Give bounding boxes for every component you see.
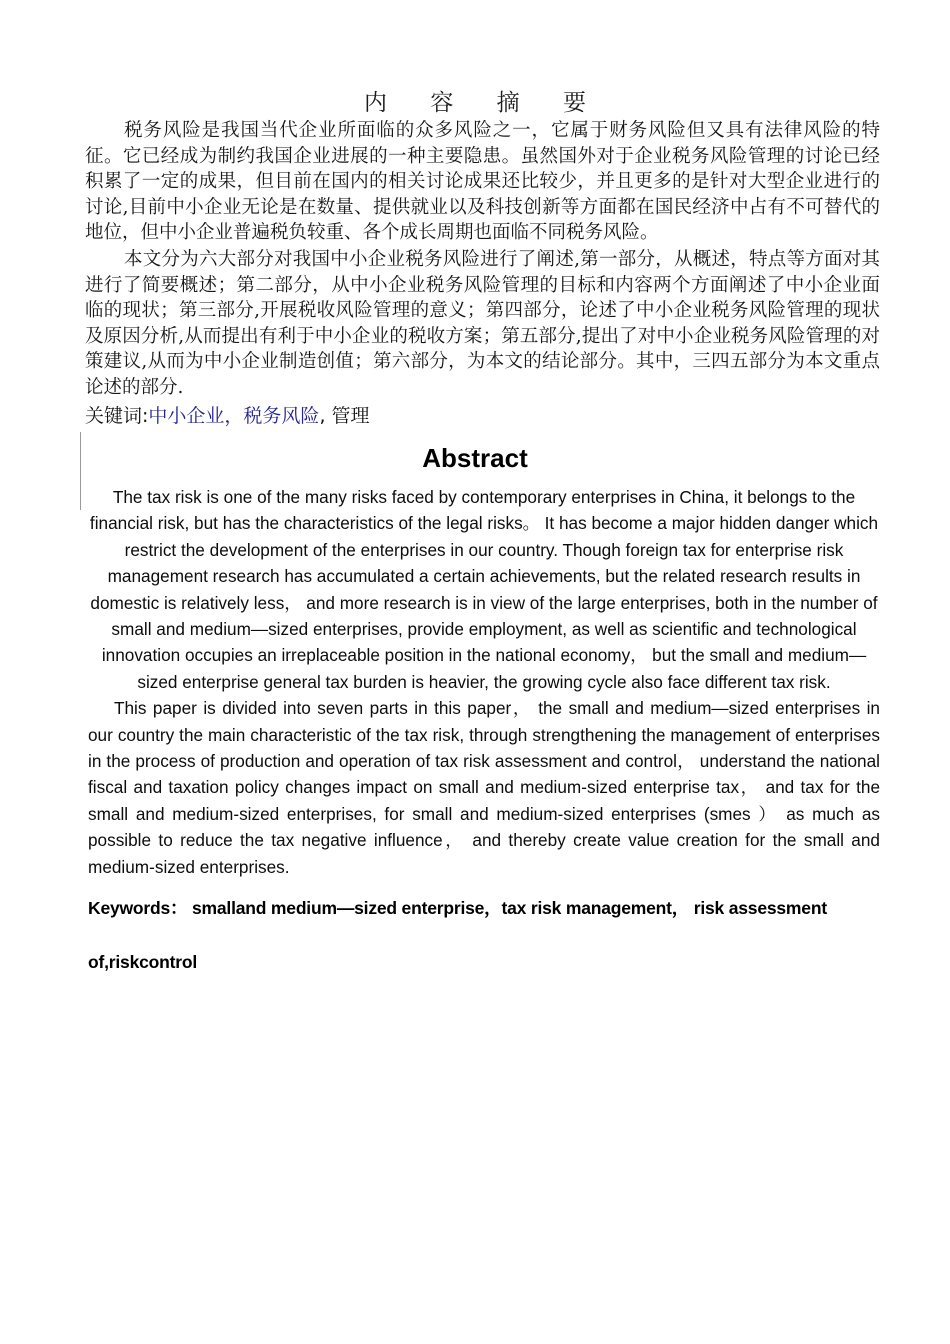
english-abstract-body [88,484,880,880]
chinese-abstract-heading: 内 容 摘 要 [364,90,604,116]
english-paragraph-justified: This paper is divided into seven parts in this paper， the small and medium—sized enterprises in our country the main characteristic of the tax risk, through strengthening the management of enterprises in the process of production and operation of tax risk assessment and control， understand the national fiscal and taxation policy changes impact on small and medium-sized enterprise tax， and tax for the small and medium-sized enterprises, for small and medium-sized enterprises (smes ） as much as possible to reduce the tax negative influence， and thereby create value creation for the small and medium-sized enterprises. [88,698,880,877]
chinese-keywords-line [85,403,880,430]
english-paragraph-centered: The tax risk is one of the many risks faced by contemporary enterprises in China, it belongs to the financial risk, but has the characteristics of the legal risks。 It has become a major hidden danger which restrict the development of the enterprises in our country. Though foreign tax for enterprise risk management research has accumulated a certain achievements, but the related research results in domestic is relatively less， and more research is in view of the large enterprises, both in the number of small and medium—sized enterprises, provide employment, as well as scientific and technological innovation occupies an irreplaceable position in the national economy， but the small and medium—sized enterprise general tax burden is heavier, the growing cycle also face different tax risk. [89,487,879,692]
english-keywords-tail: of,riskcontrol [88,952,198,972]
chinese-paragraph: 税务风险是我国当代企业所面临的众多风险之一，它属于财务风险但又具有法律风险的特征。它已经成为制约我国企业进展的一种主要隐患。虽然国外对于企业税务风险管理的讨论已经积累了一定的成果，但目前在国内的相关讨论成果还比较少，并且更多的是针对大型企业进行的讨论,目前中小企业无论是在数量、提供就业以及科技创新等方面都在国民经济中占有不可替代的地位，但中小企业普遍税负较重、各个成长周期也面临不同税务风险。 [85,120,880,244]
chinese-keyword-term-2: 税务风险 [243,404,320,427]
chinese-abstract-body [85,118,880,430]
chinese-keywords-label: 关键词: [85,404,149,427]
chinese-paragraph: 本文分为六大部分对我国中小企业税务风险进行了阐述,第一部分，从概述，特点等方面对其进行了简要概述；第二部分，从中小企业税务风险管理的目标和内容两个方面阐述了中小企业面临的现状；第三部分,开展税收风险管理的意义；第四部分，论述了中小企业税务风险管理的现状及原因分析,从而提出有利于中小企业的税收方案；第五部分,提出了对中小企业税务风险管理的对策建议,从而为中小企业制造创值；第六部分，为本文的结论部分。其中，三四五部分为本文重点论述的部分. [85,248,880,398]
chinese-keyword-term-3: , 管理 [319,404,370,427]
english-abstract-heading: Abstract [422,443,528,473]
english-keywords-terms: smalland medium—sized enterprise，tax risk management， risk assessment [187,898,827,918]
english-keywords-line [88,894,888,976]
english-keywords-label: Keywords： [88,898,188,918]
chinese-keyword-term-1: 中小企业， [148,404,244,427]
